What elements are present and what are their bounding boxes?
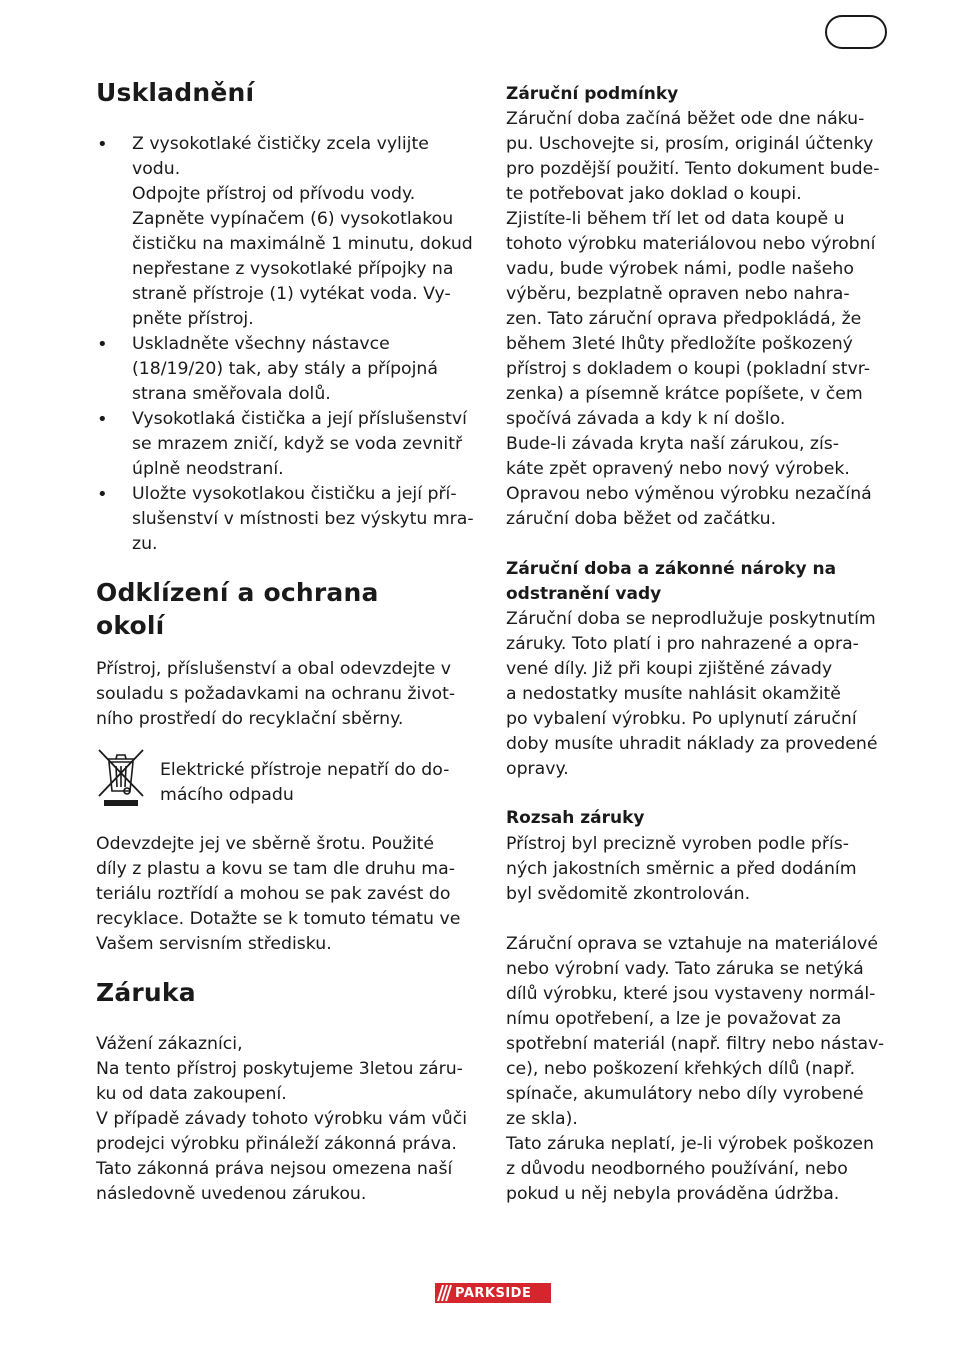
- weee-bin-icon: [96, 747, 146, 809]
- warranty-heading: Záruka: [96, 978, 196, 1007]
- disposal-heading: Odklízení a ochrana okolí: [96, 578, 379, 640]
- weee-notice: Elektrické přístroje nepatří do do- mácího odpadu: [160, 760, 450, 805]
- period-body: Záruční doba se neprodlužuje poskytnutím záruky. Toto platí i pro nahrazené a opra- vené díly. Již při koupi zjištěné závady a nedostatky musíte nahlásit okamžitě po vybalení výrobku. Po uplynutí záruční doby musíte uhradit náklady za provedené opravy.: [506, 609, 878, 779]
- disposal-body: Odevzdejte jej ve sběrně šrotu. Použité díly z plastu a kovu se tam dle druhu ma- teriálu roztřídí a mohou se pak zavést do recyklace. Dotažte se k tomuto tématu ve Vašem servisním středisku.: [96, 834, 461, 954]
- parkside-logo: [435, 1283, 551, 1303]
- scope-heading: Rozsah záruky: [506, 808, 645, 828]
- brand-name: PARKSIDE: [455, 1285, 532, 1301]
- storage-list: [96, 132, 481, 557]
- list-item: • Uskladněte všechny nástavce (18/19/20) tak, aby stály a přípojná strana směřovala dolů.: [96, 332, 481, 407]
- conditions-body: Záruční doba začíná běžet ode dne náku- pu. Uschovejte si, prosím, originál účtenky pro pozdější použití. Tento dokument bude- te potřebovat jako doklad o koupi. Zjistíte-li během tří let od data koupě u tohoto výrobku materiálovou nebo výrobní vadu, bude výrobek námi, podle našeho výběru, bezplatně opraven nebo nahra- zen. Tato záruční oprava předpokládá, že během 3leté lhůty předložíte poškozený přístroj s dokladem o koupi (pokladní stvr- zenka) a písemně krátce popíšete, v čem spočívá závada a kdy k ní došlo. Bude-li závada kryta naší zárukou, zís- káte zpět opravený nebo nový výrobek. Opravou nebo výměnou výrobku nezačíná záruční doba běžet od začátku.: [506, 109, 880, 529]
- brand-stripes-icon: [435, 1283, 455, 1303]
- list-item: • Vysokotlaká čistička a její příslušenství se mrazem zničí, když se voda zevnitř úplně neodstraní.: [96, 407, 481, 482]
- conditions-heading: Záruční podmínky: [506, 84, 679, 104]
- period-heading: Záruční doba a zákonné nároky na odstranění vady: [506, 559, 837, 604]
- scope-body-1: Přístroj byl precizně vyroben podle přís- ných jakostních směrnic a před dodáním byl svědomitě zkontrolován.: [506, 834, 857, 904]
- warranty-intro: Vážení zákazníci, Na tento přístroj poskytujeme 3letou záru- ku od data zakoupení. V případě závady tohoto výrobku vám vůči prodejci výrobku přináleží zákonná práva. Tato zákonná práva nejsou omezena naší následovně uvedenou zárukou.: [96, 1034, 467, 1204]
- storage-heading: Uskladnění: [96, 78, 255, 107]
- list-item: • Uložte vysokotlakou čističku a její pří- slušenství v místnosti bez výskytu mra- zu.: [96, 482, 481, 557]
- language-badge: [825, 15, 887, 49]
- scope-body-2: Záruční oprava se vztahuje na materiálové nebo výrobní vady. Tato záruka se netýká dílů výrobku, které jsou vystaveny normál- nímu opotřebení, a lze je považovat za spotřební materiál (např. filtry nebo nástav- ce), nebo poškození křehkých dílů (např. spínače, akumulátory nebo díly vyrobené ze skla). Tato záruka neplatí, je-li výrobek poškozen z důvodu neodborného používání, nebo pokud u něj nebyla prováděna údržba.: [506, 934, 885, 1204]
- list-item: • Z vysokotlaké čističky zcela vylijte vodu. Odpojte přístroj od přívodu vody. Zapněte vypínačem (6) vysokotlakou čističku na maximálně 1 minutu, dokud nepřestane z vysokotlaké přípojky na straně přístroje (1) vytékat voda. Vy- pněte přístroj.: [96, 132, 481, 332]
- disposal-intro: Přístroj, příslušenství a obal odevzdejte v souladu s požadavkami na ochranu život- ního prostředí do recyklační sběrny.: [96, 659, 456, 729]
